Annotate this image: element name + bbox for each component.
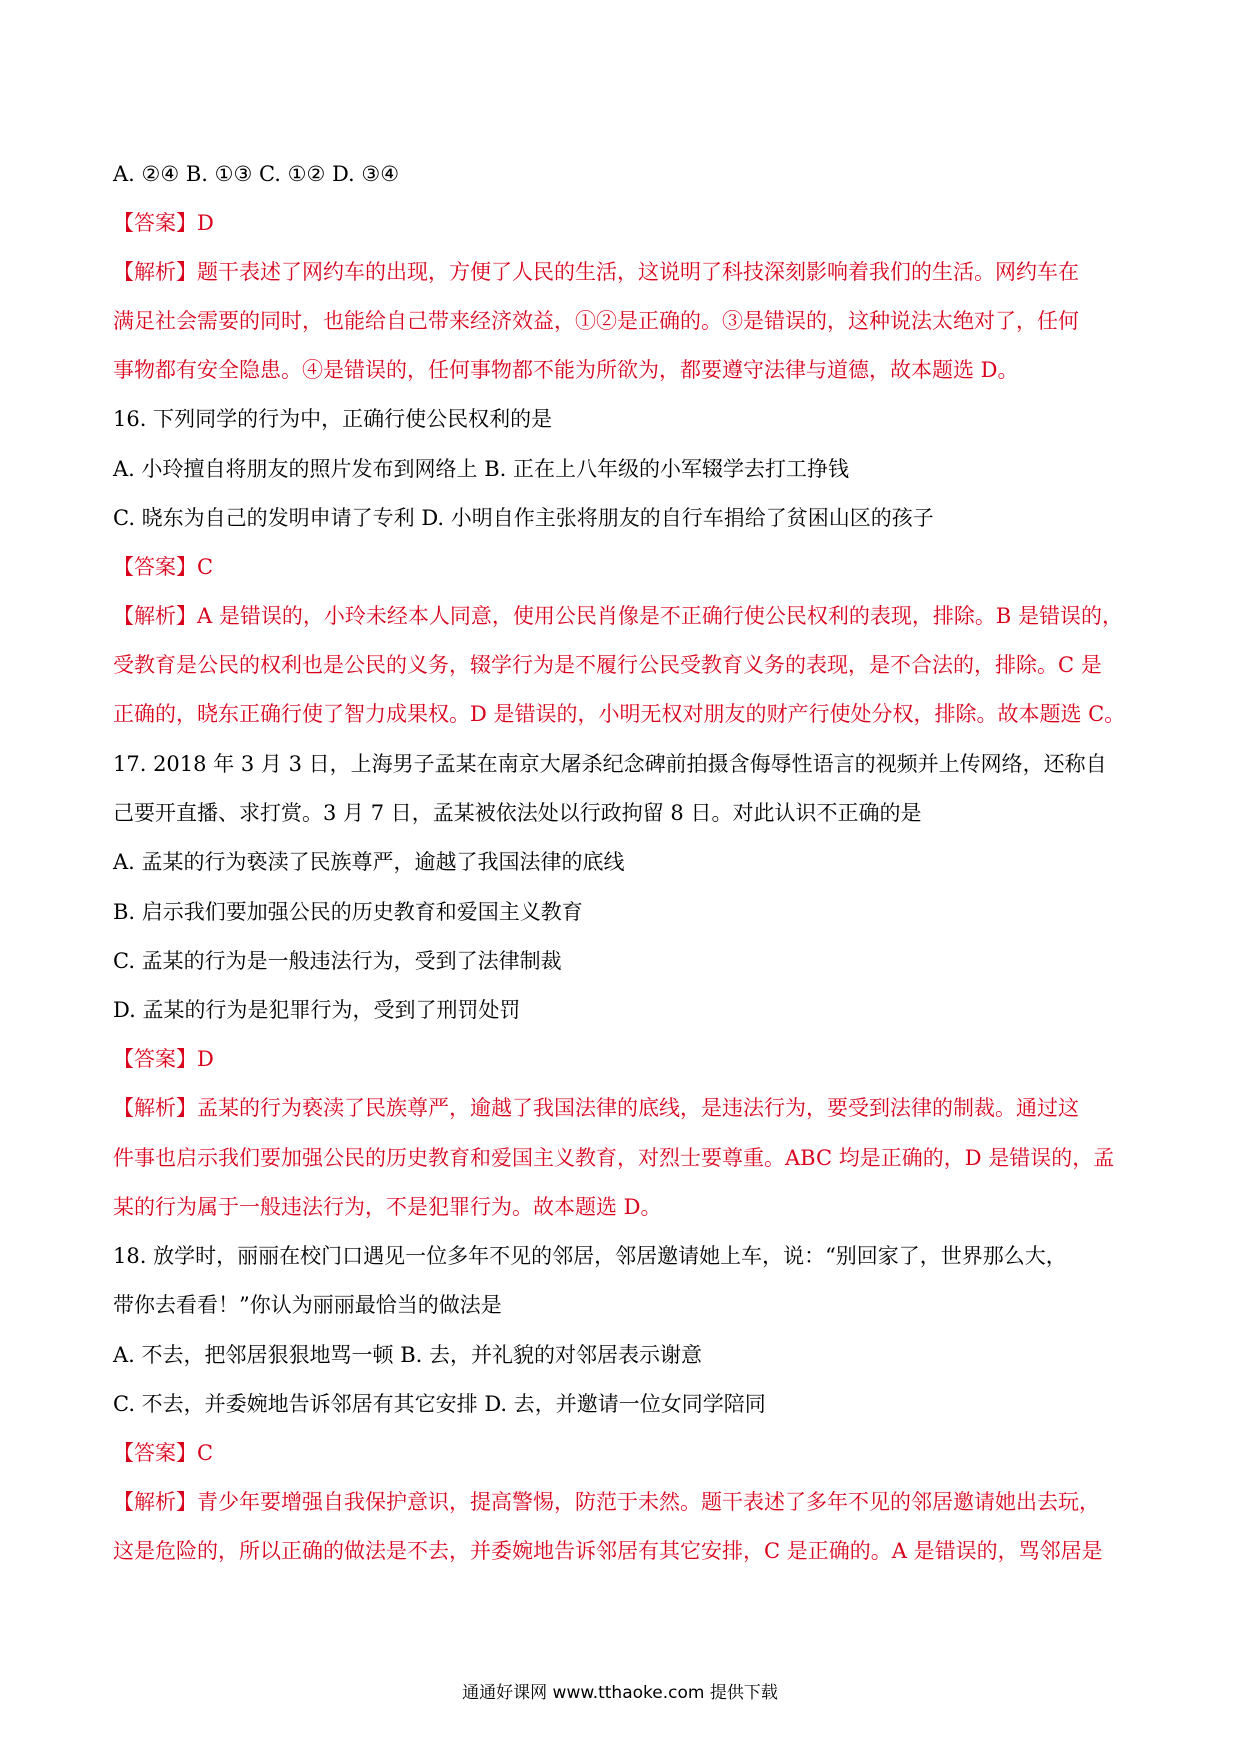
q17-analysis-line: 【解析】孟某的行为亵渎了民族尊严，逾越了我国法律的底线，是违法行为，要受到法律的制裁。通过这: [113, 1096, 1079, 1120]
q17-analysis-line: 某的行为属于一般违法行为，不是犯罪行为。故本题选 D。: [113, 1195, 662, 1219]
q18-options-line: C. 不去，并委婉地告诉邻居有其它安排 D. 去，并邀请一位女同学陪同: [113, 1392, 766, 1416]
q15-analysis-line: 满足社会需要的同时，也能给自己带来经济效益，①②是正确的。③是错误的，这种说法太绝对了，任何: [113, 309, 1079, 333]
q16-stem: 16. 下列同学的行为中，正确行使公民权利的是: [113, 407, 553, 431]
q18-options-line: A. 不去，把邻居狠狠地骂一顿 B. 去，并礼貌的对邻居表示谢意: [113, 1343, 702, 1367]
q16-options-line: A. 小玲擅自将朋友的照片发布到网络上 B. 正在上八年级的小军辍学去打工挣钱: [113, 457, 849, 481]
q16-answer: 【答案】C: [113, 555, 214, 579]
q16-options-line: C. 晓东为自己的发明申请了专利 D. 小明自作主张将朋友的自行车捐给了贫困山区的孩子: [113, 506, 934, 530]
q15-options: A. ②④ B. ①③ C. ①② D. ③④: [113, 162, 400, 186]
q17-stem-line: 己要开直播、求打赏。3 月 7 日，孟某被依法处以行政拘留 8 日。对此认识不正确的是: [113, 801, 922, 825]
q17-option-d: D. 孟某的行为是犯罪行为，受到了刑罚处罚: [113, 998, 521, 1022]
q16-analysis-line: 正确的，晓东正确行使了智力成果权。D 是错误的，小明无权对朋友的财产行使处分权，排除。故本题选 C。: [113, 702, 1126, 726]
q15-answer: 【答案】D: [113, 211, 214, 235]
q17-stem-line: 17. 2018 年 3 月 3 日，上海男子孟某在南京大屠杀纪念碑前拍摄含侮辱性语言的视频并上传网络，还称自: [113, 752, 1107, 776]
q18-analysis-line: 【解析】青少年要增强自我保护意识，提高警惕，防范于未然。题干表述了多年不见的邻居邀请她出去玩，: [113, 1490, 1100, 1514]
q18-analysis-line: 这是危险的，所以正确的做法是不去，并委婉地告诉邻居有其它安排，C 是正确的。A 是错误的，骂邻居是: [113, 1539, 1103, 1563]
q16-analysis-line: 受教育是公民的权利也是公民的义务，辍学行为是不履行公民受教育义务的表现，是不合法的，排除。C 是: [113, 653, 1102, 677]
q17-option-c: C. 孟某的行为是一般违法行为，受到了法律制裁: [113, 949, 562, 973]
q17-option-b: B. 启示我们要加强公民的历史教育和爱国主义教育: [113, 900, 583, 924]
page-footer: 通通好课网 www.tthaoke.com 提供下载: [462, 1683, 778, 1703]
q17-analysis-line: 件事也启示我们要加强公民的历史教育和爱国主义教育，对烈士要尊重。ABC 均是正确的，D 是错误的，孟: [113, 1146, 1115, 1170]
q15-analysis-line: 事物都有安全隐患。④是错误的，任何事物都不能为所欲为，都要遵守法律与道德，故本题选 D。: [113, 358, 1019, 382]
q17-answer: 【答案】D: [113, 1047, 214, 1071]
q18-stem-line: 带你去看看！”你认为丽丽最恰当的做法是: [113, 1293, 502, 1317]
q16-analysis-line: 【解析】A 是错误的，小玲未经本人同意，使用公民肖像是不正确行使公民权利的表现，排除。B 是错误的，: [113, 604, 1123, 628]
q18-stem-line: 18. 放学时，丽丽在校门口遇见一位多年不见的邻居，邻居邀请她上车，说：“别回家了，世界那么大，: [113, 1244, 1067, 1268]
q17-option-a: A. 孟某的行为亵渎了民族尊严，逾越了我国法律的底线: [113, 850, 625, 874]
q15-analysis-line: 【解析】题干表述了网约车的出现，方便了人民的生活，这说明了科技深刻影响着我们的生活。网约车在: [113, 260, 1079, 284]
q18-answer: 【答案】C: [113, 1441, 214, 1465]
